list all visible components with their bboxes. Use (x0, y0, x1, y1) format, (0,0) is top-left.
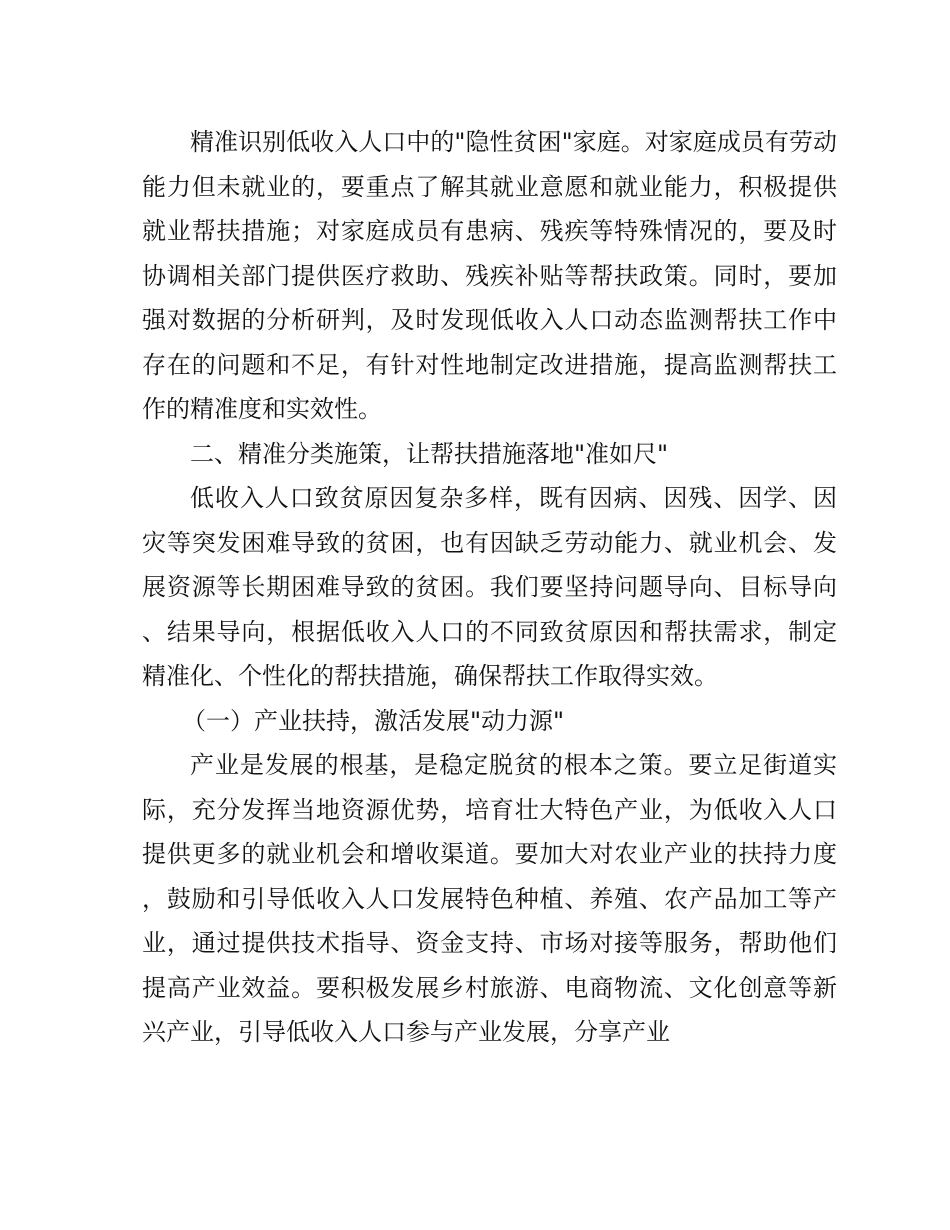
document-body (142, 120, 837, 1055)
paragraph-industry-support: 产业是发展的根基，是稳定脱贫的根本之策。要立足街道实际，充分发挥当地资源优势，培育壮大特色产业，为低收入人口提供更多的就业机会和增收渠道。要加大对农业产业的扶持力度，鼓励和引导低收入人口发展特色种植、养殖、农产品加工等产业，通过提供技术指导、资金支持、市场对接等服务，帮助他们提高产业效益。要积极发展乡村旅游、电商物流、文化创意等新兴产业，引导低收入人口参与产业发展，分享产业 (142, 751, 837, 1046)
subsection-heading-industry: （一）产业扶持，激活发展"动力源" (182, 706, 565, 735)
section-heading-two: 二、精准分类施策，让帮扶措施落地"准如尺" (190, 439, 669, 468)
paragraph-hidden-poverty: 精准识别低收入人口中的"隐性贫困"家庭。对家庭成员有劳动能力但未就业的，要重点了解其就业意愿和就业能力，积极提供就业帮扶措施；对家庭成员有患病、残疾等特殊情况的，要及时协调相关部门提供医疗救助、残疾补贴等帮扶政策。同时，要加强对数据的分析研判，及时发现低收入人口动态监测帮扶工作中存在的问题和不足，有针对性地制定改进措施，提高监测帮扶工作的精准度和实效性。 (142, 128, 837, 423)
paragraph-poverty-causes: 低收入人口致贫原因复杂多样，既有因病、因残、因学、因灾等突发困难导致的贫困，也有因缺乏劳动能力、就业机会、发展资源等长期困难导致的贫困。我们要坚持问题导向、目标导向、结果导向，根据低收入人口的不同致贫原因和帮扶需求，制定精准化、个性化的帮扶措施，确保帮扶工作取得实效。 (142, 484, 837, 690)
